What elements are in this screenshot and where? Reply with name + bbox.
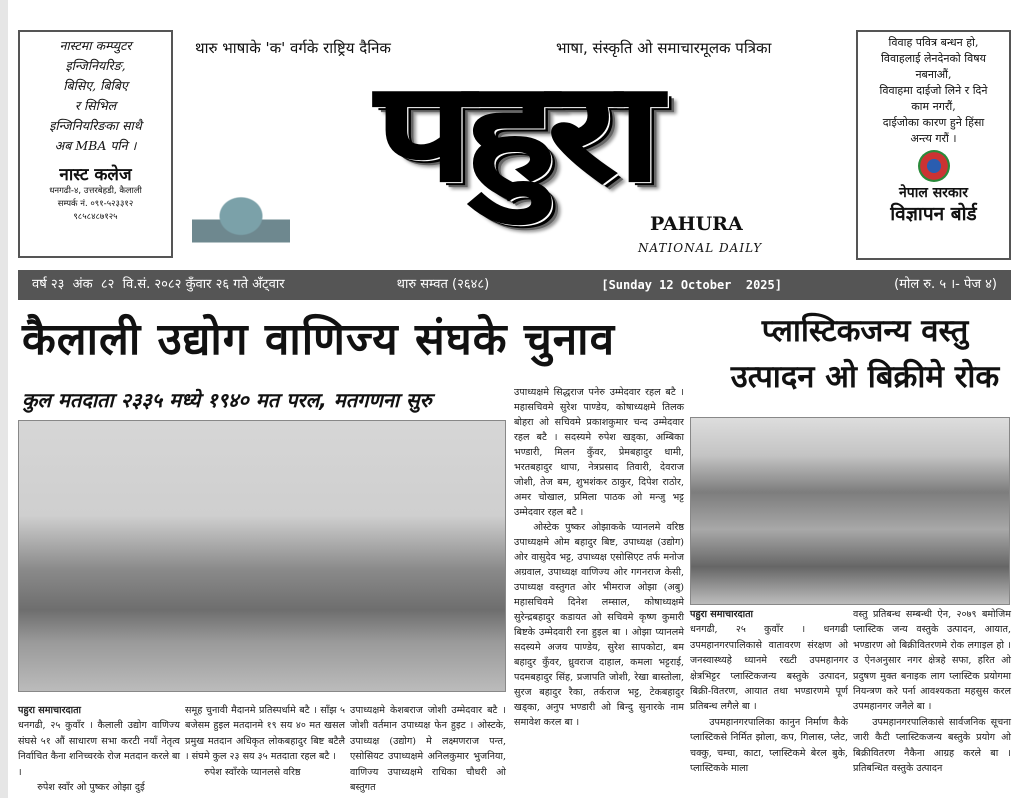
board-label: विज्ञापन बोर्ड	[890, 203, 977, 225]
ad-line: विवाह पवित्र बन्धन हो,	[888, 36, 979, 49]
ad-line: दाईजोका कारण हुने हिंसा	[882, 116, 985, 129]
byline: पहुरा समाचारदाता	[18, 705, 82, 716]
ad-line: इन्जिनियरिङका साथै	[49, 118, 142, 133]
ad-line: बिसिए, बिबिए	[63, 78, 128, 93]
college-mobile: ९८५८४८७१२५	[73, 212, 118, 222]
plastic-shop-photo	[690, 417, 1010, 605]
tharu-year: थारु सम्वत (२६४८)	[396, 277, 490, 292]
masthead-english: PAHURA	[650, 213, 743, 235]
ad-line: विवाहलाई लेनदेनको विषय	[881, 52, 986, 65]
college-name: नास्ट कलेज	[59, 165, 132, 185]
paragraph: उपाध्यक्षमे सिद्धराज पनेरु उम्मेदवार रहल बटै । महासचिवमे सुरेश पाण्डेय, कोषाध्यक्षमे तिलक बोहरा ओ सचिवमे प्रकाशकुमार चन्द उम्मेदवार रहल बटै । सदस्यमे रुपेश खड्का, अम्बिका भण्डारी, मिलन कुँवर, प्रेमबहादुर धामी, भरतबहादुर थापा, नेत्रप्रसाद तिवारी, देवराज जोशी, तेज बम, शुभशंकर ठाकुर, दिपेश राठोर, अमर चोखाल, प्रमिला पाठक ओ मन्जु भट्ट उम्मेदवार रहल बटै ।	[514, 387, 684, 518]
tagline-left: थारु भाषाके 'क' वर्गके राष्ट्रिय दैनिक	[195, 39, 391, 57]
right-story-column-1	[690, 607, 848, 776]
page-margin	[0, 0, 8, 798]
paragraph: ओस्टेक पुष्कर ओझाकके प्यानलमे वरिष्ठ उपाध्यक्षमे ओम बहादुर बिष्ट, उपाध्यक्ष (उद्योग) ओर वासुदेव भट्ट, उपाध्यक्ष एसोसिएट तर्फ मनोज अग्रवाल, उपाध्यक्ष वाणिज्य ओर गगनराज केसी, उपाध्यक्ष वस्तुगत ओर भीमराज ओझा (अबु) महासचिवमे दिनेश लम्साल, कोषाध्यक्षमे सुरेन्द्रबहादुर कडायत ओ सचिवमे कृष्ण कुमारी बिष्टके उम्मेदवारी रना हुइल बा । ओझा प्यानलमे सदस्यमे अजय पाण्डेय, सुरेश सापकोटा, बम बहादुर कुँवर, ध्रुवराज दाहाल, कमला भट्टराई, पदमबहादुर सिंह, प्रजापति जोशी, रेखा बास्तोला, सुरज बहादुर रैका, तर्कराज भट्ट, टेकबहादुर खड्का, अनुप भण्डारी ओ बिन्दु सुनारके नाम समावेश करल बा ।	[514, 522, 684, 728]
basket-illustration	[192, 193, 290, 259]
issue-info: वर्ष २३ अंक ८२ वि.सं. २०८२ कुँवार २६ गते अँट्वार	[32, 277, 285, 292]
english-date: [Sunday 12 October 2025]	[601, 278, 782, 292]
main-story-column-4	[514, 385, 684, 730]
ad-line: इन्जिनियरिङ,	[65, 58, 126, 73]
ad-line: अन्त्य गरौं ।	[910, 132, 957, 145]
byline: पहुरा समाचारदाता	[690, 609, 754, 620]
paragraph: रुपेश स्वाँरके प्यानलसे वरिष्ठ	[204, 766, 301, 778]
main-story-column-2	[185, 703, 345, 780]
paragraph: वस्तु प्रतिबन्ध सम्बन्धी ऐन, २०७९ बमोजिम प्लास्टिक जन्य वस्तुके उत्पादन, आयात, भण्डारण ओ बिक्रीवितरणमे रोक लगाइल हो । उ ऐनअनुसार नगर क्षेत्रहे सफा, हरित ओ प्रदुषण मुक्त बनाइक लाग प्लास्टिक प्रयोगमा नियन्त्रण करे पर्ना आवश्यकता महसुस करल उपमहानगर जनैले बा ।	[853, 609, 1011, 713]
ad-line: नास्टमा कम्प्युटर	[59, 38, 132, 53]
ad-line: र सिभिल	[74, 98, 117, 113]
main-story-column-3	[350, 703, 506, 795]
right-headline: प्लास्टिकजन्य वस्तु उत्पादन ओ बिक्रीमे रोक	[730, 313, 1000, 395]
paragraph: समूह चुनावी मैदानमे प्रतिस्पर्धामे बटै । साँझ ५ बजेसम हुइल मतदानमे १९ सय ४० मत खसल प्रमुख मतदान अधिकृत लोकबहादुर बिष्ट बटैलै । संघमे कुल २३ सय ३५ मतदाता रहल बटै ।	[185, 705, 345, 763]
election-photo	[18, 420, 506, 692]
tagline-right: भाषा, संस्कृति ओ समाचारमूलक पत्रिका	[556, 39, 772, 57]
ad-line: काम नगरौं,	[911, 100, 956, 113]
main-headline: कैलाली उद्योग वाणिज्य संघके चुनाव	[22, 314, 616, 365]
ad-line: अब MBA पनि ।	[54, 138, 137, 153]
college-contact: सम्पर्क नं. ०९१-५२३३१२	[57, 199, 134, 209]
date-bar	[18, 270, 1011, 300]
right-story-column-2	[853, 607, 1011, 776]
government-advertisement	[856, 30, 1011, 260]
price-info: (मोल रु. ५ ।- पेज ४)	[894, 277, 997, 292]
ad-line: विवाहमा दाईजो लिने र दिने	[879, 84, 988, 97]
main-story-column-1	[18, 703, 180, 795]
gov-label: नेपाल सरकार	[898, 185, 968, 201]
paragraph: उपाध्यक्षमे केशबराज जोशी उम्मेदवार बटै । जोशी वर्तमान उपाध्यक्ष फेन हुइट । ओस्टके, उपाध्यक्ष (उद्योग) मे लक्ष्मणराज पन्त, एसोसियट उपाध्यक्षमे अनिलकुमार भुजनिया, वाणिज्य उपाध्यक्षमे राधिका चौधरी ओ बस्तुगत	[350, 705, 506, 794]
paragraph: उपमहानगरपालिका कानुन निर्माण कैके प्लास्टिकसे निर्मित झोला, कप, गिलास, प्लेट, चक्कु, चम्चा, काटा, प्लास्टिकमे बेरल बुके, प्लास्टिकके माला	[690, 716, 848, 775]
ad-line: नबनाऔं,	[915, 68, 952, 81]
main-subheadline: कुल मतदाता २३३५ मध्ये १९४० मत परल, मतगणना सुरु	[22, 388, 432, 412]
masthead-logo: पहुरा	[376, 54, 654, 212]
masthead-subtitle: NATIONAL DAILY	[638, 241, 763, 255]
paragraph: उपमहानगरपालिकासे सार्वजनिक सूचना जारी कैटी प्लास्टिकजन्य बस्तुके प्रयोग ओ बिक्रीवितरण नैकैना आग्रह करले बा । प्रतिबन्धित वस्तुके उत्पादन	[853, 716, 1011, 775]
college-address: धनगढी-४, उत्तरबेहडी, कैलाली	[49, 186, 142, 196]
paragraph: धनगढी, २५ कुवाँर । धनगढी उपमहानगरपालिकासे वातावरण संरक्षण ओ जनस्वास्थ्यहे ध्यानमे रख्टी उपमहानगर क्षेत्रभिट्टर प्लास्टिकजन्य बस्तुके उत्पादन, बिक्री-वितरण, आयात तथा भण्डारणमे पूर्ण प्रतिबन्ध लगैले बा ।	[690, 624, 848, 713]
paragraph: धनगढी, २५ कुवाँर । कैलाली उद्योग वाणिज्य संघसे ५१ औं साधारण सभा करटी नयाँ नेतृत्व निर्वाचित कैना शनिच्चरके रोज मतदान करले बा ।	[18, 720, 180, 778]
nepal-emblem-icon	[918, 150, 950, 182]
paragraph: रुपेश स्वाँर ओ पुष्कर ओझा दुई	[37, 782, 145, 794]
